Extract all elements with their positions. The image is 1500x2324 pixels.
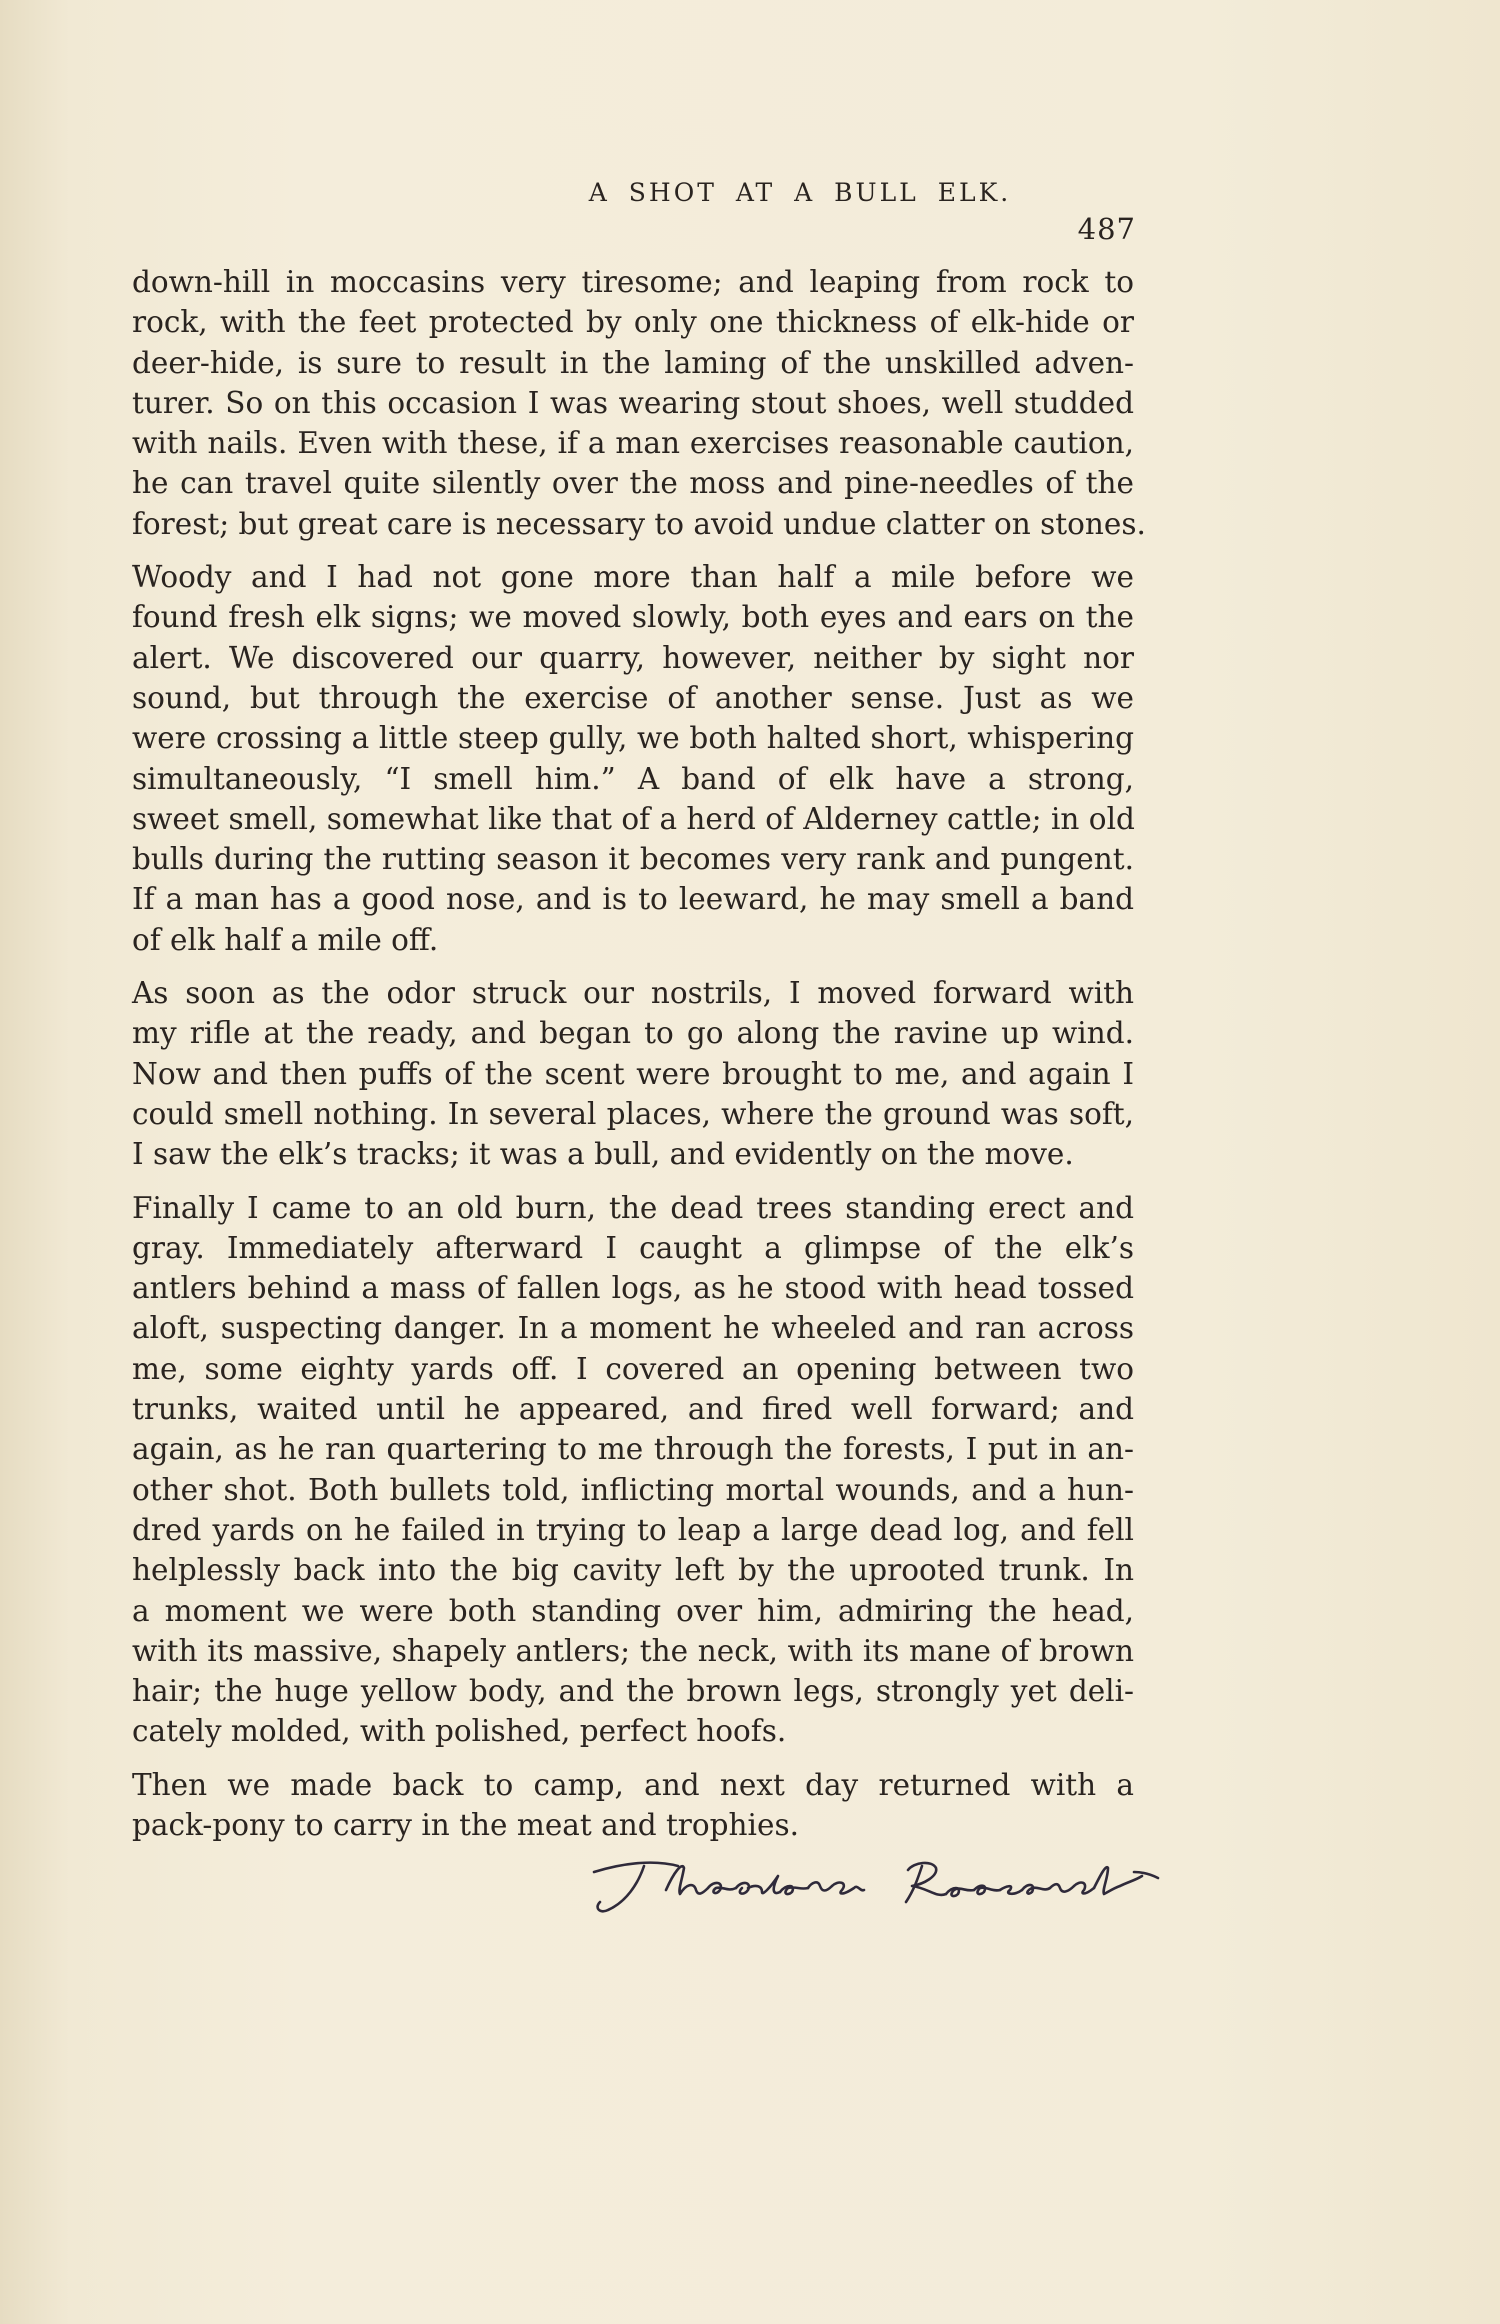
text-line: alert. We discovered our quarry, however, neither by sight nor: [132, 640, 1134, 675]
text-line: my rifle at the ready, and began to go along the ravine up wind.: [132, 1016, 1134, 1051]
running-head-text: A SHOT AT A BULL ELK.: [588, 178, 1012, 207]
text-line: with nails. Even with these, if a man exercises reasonable caution,: [132, 426, 1134, 461]
text-line: pack-pony to carry in the meat and trophies.: [132, 1807, 799, 1842]
text-line: simultaneously, “I smell him.” A band of elk have a strong,: [132, 761, 1134, 796]
text-line: sweet smell, somewhat like that of a herd of Alderney cattle; in old: [132, 801, 1135, 836]
text-line: As soon as the odor struck our nostrils, I moved forward with: [132, 976, 1134, 1011]
text-line: were crossing a little steep gully, we both halted short, whispering: [132, 721, 1134, 756]
text-line: with its massive, shapely antlers; the neck, with its mane of brown: [132, 1633, 1134, 1668]
text-line: down-hill in moccasins very tiresome; and leaping from rock to: [132, 265, 1134, 299]
paragraph: [132, 1188, 1134, 1752]
text-line: he can travel quite silently over the moss and pine-needles of the: [132, 466, 1134, 501]
body-text: [132, 262, 1146, 1845]
signature-drawing: [586, 1832, 1166, 1922]
text-line: If a man has a good nose, and is to leeward, he may smell a band: [132, 882, 1134, 917]
text-line: deer-hide, is sure to result in the laming of the unskilled adven-: [132, 345, 1134, 380]
text-line: forest; but great care is necessary to avoid undue clatter on stones.: [132, 506, 1146, 541]
text-line: Now and then puffs of the scent were brought to me, and again I: [132, 1056, 1134, 1091]
handwritten-signature: [586, 1832, 1166, 1922]
text-line: found fresh elk signs; we moved slowly, both eyes and ears on the: [132, 600, 1134, 635]
text-line: cately molded, with polished, perfect hoofs.: [132, 1714, 787, 1749]
running-head: [0, 178, 1500, 207]
text-line: antlers behind a mass of fallen logs, as he stood with head tossed: [132, 1271, 1134, 1306]
text-line: Woody and I had not gone more than half a mile before we: [132, 560, 1134, 595]
text-line: helplessly back into the big cavity left by the uprooted trunk. In: [132, 1553, 1134, 1588]
text-line: again, as he ran quartering to me through the forests, I put in an-: [132, 1432, 1134, 1467]
text-line: aloft, suspecting danger. In a moment he wheeled and ran across: [132, 1311, 1134, 1346]
paragraph: [132, 557, 1134, 960]
text-line: hair; the huge yellow body, and the brown legs, strongly yet deli-: [132, 1674, 1134, 1709]
text-line: turer. So on this occasion I was wearing stout shoes, well studded: [132, 385, 1134, 420]
text-line: Finally I came to an old burn, the dead trees standing erect and: [132, 1190, 1134, 1225]
text-line: other shot. Both bullets told, inflicting mortal wounds, and a hun-: [132, 1472, 1134, 1507]
text-line: trunks, waited until he appeared, and fired well forward; and: [132, 1392, 1134, 1427]
page-number: 487: [1077, 212, 1136, 246]
text-line: could smell nothing. In several places, where the ground was soft,: [132, 1096, 1134, 1131]
text-line: Then we made back to camp, and next day returned with a: [132, 1767, 1134, 1802]
text-line: gray. Immediately afterward I caught a glimpse of the elk’s: [132, 1230, 1134, 1265]
text-line: of elk half a mile off.: [132, 922, 439, 957]
paragraph: [132, 262, 1146, 544]
text-line: bulls during the rutting season it becomes very rank and pungent.: [132, 842, 1134, 877]
text-line: me, some eighty yards off. I covered an opening between two: [132, 1351, 1134, 1386]
text-line: rock, with the feet protected by only one thickness of elk-hide or: [132, 305, 1134, 340]
paragraph: [132, 973, 1134, 1174]
text-line: I saw the elk’s tracks; it was a bull, and evidently on the move.: [132, 1137, 1074, 1172]
text-line: a moment we were both standing over him, admiring the head,: [132, 1593, 1134, 1628]
text-line: dred yards on he failed in trying to leap a large dead log, and fell: [132, 1512, 1134, 1547]
text-line: sound, but through the exercise of another sense. Just as we: [132, 680, 1134, 715]
